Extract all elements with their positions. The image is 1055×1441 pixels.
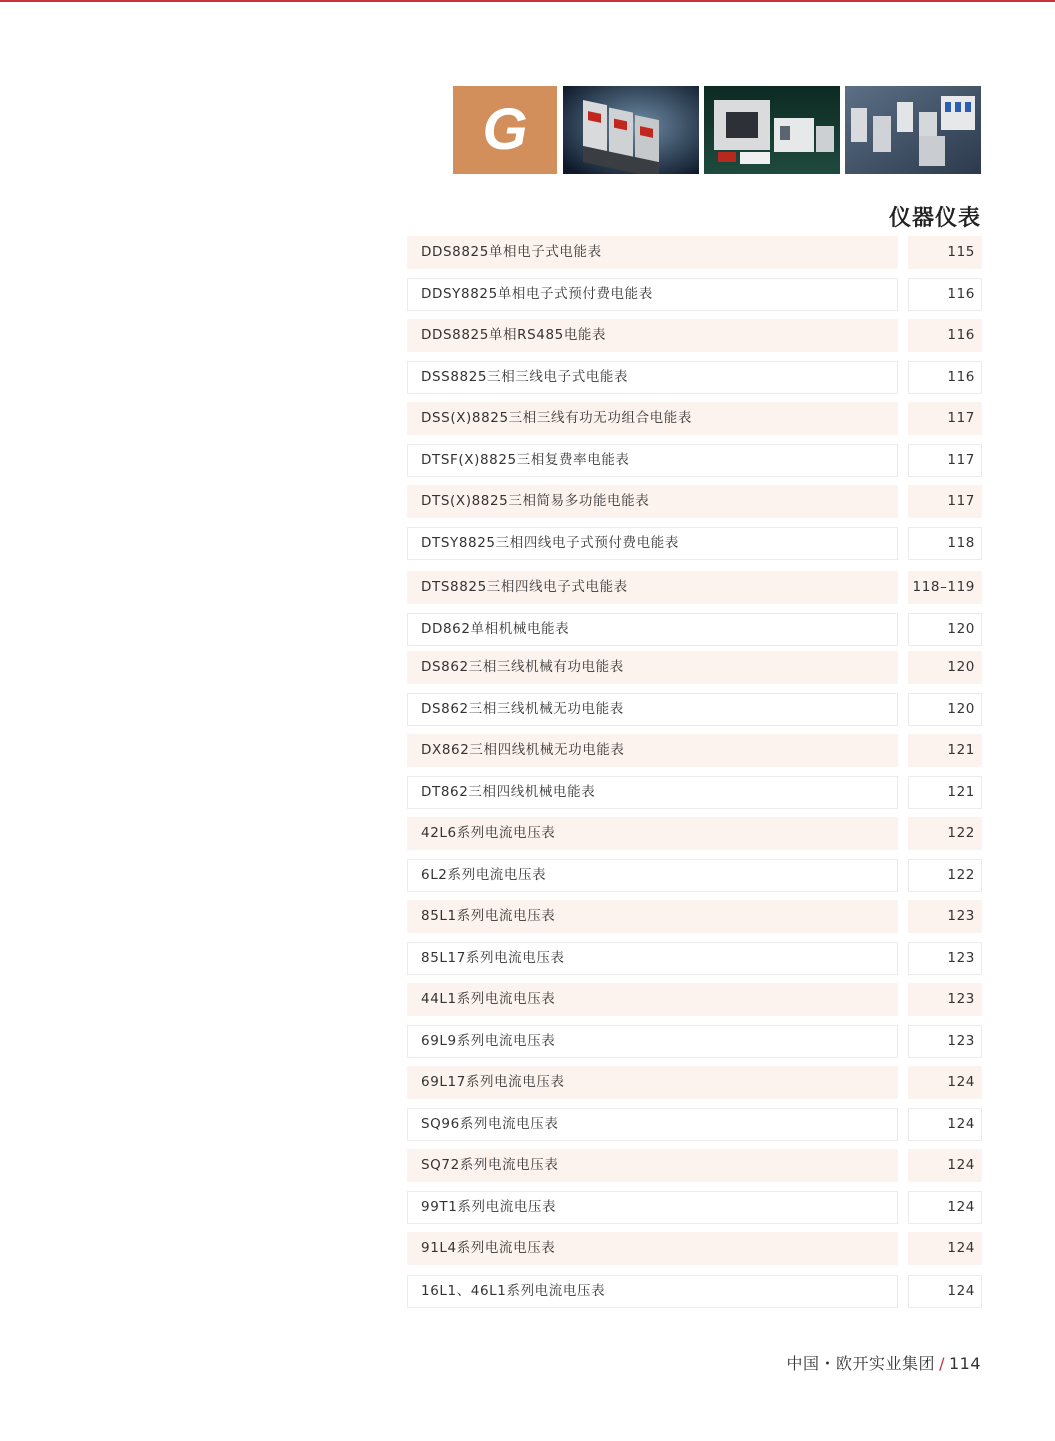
- toc-entry-name: DSS8825三相三线电子式电能表: [407, 361, 898, 394]
- toc-row: [407, 900, 982, 933]
- toc-entry-page: 117: [908, 444, 982, 477]
- page-footer: [787, 1351, 981, 1374]
- toc-row: [407, 942, 982, 975]
- toc-row: [407, 693, 982, 726]
- toc-entry-page: 120: [908, 613, 982, 646]
- toc-entry-page: 124: [908, 1108, 982, 1141]
- toc-entry-page: 117: [908, 402, 982, 435]
- toc-entry-name: 85L17系列电流电压表: [407, 942, 898, 975]
- toc-entry-name: DTS(X)8825三相简易多功能电能表: [407, 485, 898, 518]
- toc-entry-name: DS862三相三线机械有功电能表: [407, 651, 898, 684]
- toc-entry-page: 123: [908, 1025, 982, 1058]
- toc-row: [407, 361, 982, 394]
- toc-entry-name: DDS8825单相RS485电能表: [407, 319, 898, 352]
- toc-row: [407, 485, 982, 518]
- top-rule: [0, 0, 1055, 2]
- toc-entry-name: DDSY8825单相电子式预付费电能表: [407, 278, 898, 311]
- toc-row: [407, 402, 982, 435]
- toc-entry-page: 124: [908, 1066, 982, 1099]
- toc-entry-name: DS862三相三线机械无功电能表: [407, 693, 898, 726]
- toc-entry-name: 42L6系列电流电压表: [407, 817, 898, 850]
- toc-entry-name: 69L17系列电流电压表: [407, 1066, 898, 1099]
- footer-page-number: 114: [948, 1354, 981, 1373]
- toc-entry-page: 120: [908, 651, 982, 684]
- product-photo-modular-breakers: [845, 86, 981, 174]
- toc-entry-name: DSS(X)8825三相三线有功无功组合电能表: [407, 402, 898, 435]
- toc-entry-page: 116: [908, 361, 982, 394]
- toc-entry-page: 123: [908, 942, 982, 975]
- toc-row: [407, 1025, 982, 1058]
- toc-entry-name: DTS8825三相四线电子式电能表: [407, 571, 898, 604]
- toc-row: [407, 776, 982, 809]
- toc-row: [407, 444, 982, 477]
- toc-entry-name: SQ72系列电流电压表: [407, 1149, 898, 1182]
- toc-entry-page: 124: [908, 1275, 982, 1308]
- toc-row: [407, 859, 982, 892]
- toc-entry-name: 44L1系列电流电压表: [407, 983, 898, 1016]
- toc-entry-page: 115: [908, 236, 982, 269]
- toc-entry-page: 124: [908, 1191, 982, 1224]
- toc-entry-name: 91L4系列电流电压表: [407, 1232, 898, 1265]
- toc-row: [407, 1066, 982, 1099]
- toc-row: [407, 651, 982, 684]
- toc-entry-name: 69L9系列电流电压表: [407, 1025, 898, 1058]
- toc-entry-name: SQ96系列电流电压表: [407, 1108, 898, 1141]
- toc-entry-page: 121: [908, 734, 982, 767]
- toc-entry-page: 116: [908, 319, 982, 352]
- toc-entry-name: DD862单相机械电能表: [407, 613, 898, 646]
- toc-row: [407, 1275, 982, 1308]
- toc-entry-name: DX862三相四线机械无功电能表: [407, 734, 898, 767]
- toc-entry-page: 116: [908, 278, 982, 311]
- product-photo-switchgear: [704, 86, 840, 174]
- toc-row: [407, 278, 982, 311]
- toc-row: [407, 613, 982, 646]
- toc-entry-name: 85L1系列电流电压表: [407, 900, 898, 933]
- toc-entry-page: 124: [908, 1149, 982, 1182]
- toc-entry-page: 118–119: [908, 571, 982, 604]
- toc-row: [407, 1149, 982, 1182]
- footer-separator: /: [939, 1354, 945, 1373]
- toc-row: [407, 571, 982, 604]
- toc-entry-name: DTSY8825三相四线电子式预付费电能表: [407, 527, 898, 560]
- toc-entry-page: 123: [908, 983, 982, 1016]
- toc-entry-page: 124: [908, 1232, 982, 1265]
- toc-row: [407, 1232, 982, 1265]
- toc-row: [407, 734, 982, 767]
- toc-entry-page: 123: [908, 900, 982, 933]
- toc-row: [407, 1108, 982, 1141]
- toc-entry-name: DTSF(X)8825三相复费率电能表: [407, 444, 898, 477]
- toc-row: [407, 983, 982, 1016]
- toc-entry-page: 121: [908, 776, 982, 809]
- toc-entry-name: DT862三相四线机械电能表: [407, 776, 898, 809]
- toc-entry-page: 120: [908, 693, 982, 726]
- section-badge: [453, 86, 557, 174]
- toc-entry-page: 118: [908, 527, 982, 560]
- toc-row: [407, 817, 982, 850]
- toc-entry-page: 122: [908, 859, 982, 892]
- toc-entry-name: 99T1系列电流电压表: [407, 1191, 898, 1224]
- badge-letter: G: [482, 97, 528, 162]
- toc-row: [407, 236, 982, 269]
- toc-entry-name: 6L2系列电流电压表: [407, 859, 898, 892]
- toc-row: [407, 319, 982, 352]
- toc-entry-name: 16L1、46L1系列电流电压表: [407, 1275, 898, 1308]
- toc-row: [407, 1191, 982, 1224]
- toc-entry-page: 122: [908, 817, 982, 850]
- footer-company: 中国・欧开实业集团: [786, 1354, 936, 1373]
- toc-row: [407, 527, 982, 560]
- product-photo-breakers: [563, 86, 699, 174]
- toc-entry-name: DDS8825单相电子式电能表: [407, 236, 898, 269]
- section-title: 仪器仪表: [888, 206, 981, 231]
- toc-entry-page: 117: [908, 485, 982, 518]
